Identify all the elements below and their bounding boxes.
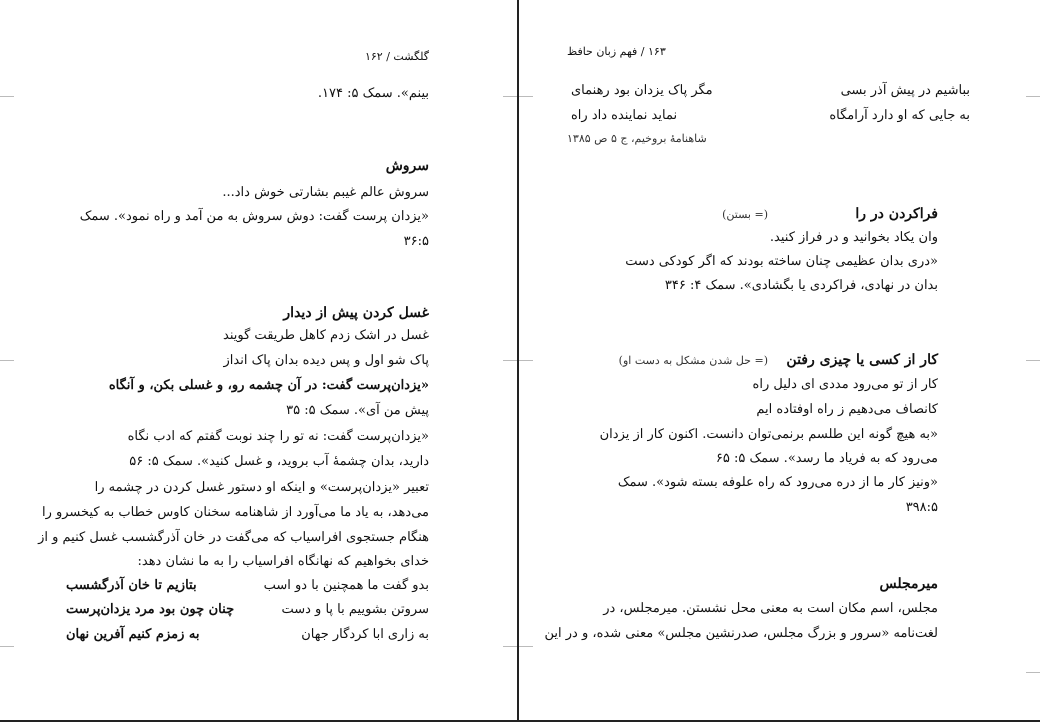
right-page (519, 0, 1040, 722)
citation-line: ۳۶:۵ (403, 234, 429, 249)
verse-hemistich: به جایی که او دارد آرامگاه (829, 108, 970, 123)
entry-title-note: (= حل شدن مشکل به دست او) (618, 354, 768, 367)
entry-title: غسل کردن پیش از دیدار (283, 305, 429, 321)
edge-mark (0, 360, 14, 361)
entry-title-note: (= بستن) (722, 208, 768, 221)
edge-mark (503, 646, 517, 647)
text-line: پیش من آی». سمک ۵: ۳۵ (286, 403, 429, 418)
edge-mark (1026, 360, 1040, 361)
text-line: «یزدان‌پرست گفت: نه تو را چند نوبت گفتم که ادب نگاه (127, 429, 429, 444)
text-line: دارید، بدان چشمهٔ آب بروید، و غسل کنید». سمک ۵: ۵۶ (129, 454, 429, 469)
text-line: بینم». سمک ۵: ۱۷۴. (317, 86, 429, 101)
verse-hemistich: نماید نماینده داد راه (571, 108, 678, 123)
left-page (0, 0, 519, 722)
text-line: مجلس، اسم مکان است به معنی محل نشستن. میرمجلس، در (603, 601, 938, 616)
edge-mark (0, 96, 14, 97)
entry-title: فراکردن در را (855, 206, 938, 222)
edge-mark (503, 96, 517, 97)
text-line: تعبیر «یزدان‌پرست» و اینکه او دستور غسل کردن در چشمه را (94, 480, 429, 495)
text-line: «به هیچ گونه این طلسم برنمی‌توان دانست. اکنون کار از یزدان (599, 427, 938, 442)
edge-mark (1026, 672, 1040, 673)
quote-line: سروش عالم غیبم بشارتی خوش داد... (222, 185, 429, 200)
quote-line: پاک شو اول و پس دیده بدان پاک انداز (223, 353, 429, 368)
text-line: می‌دهد، به یاد ما می‌آورد از شاهنامه سخنان کاوس خطاب به کیخسرو را (41, 505, 429, 520)
quote-line: کانصاف می‌دهیم ز راه اوفتاده ایم (756, 402, 938, 417)
entry-title: میرمجلس (879, 576, 938, 592)
verse-hemistich: بتازیم تا خان آذرگشسب (66, 578, 197, 593)
entry-title: کار از کسی یا چیزی رفتن (786, 352, 938, 368)
text-line: «ونیز کار ما از دره می‌رود که راه علوفه بسته شود». سمک (617, 475, 938, 490)
verse-hemistich: بباشیم در پیش آذر بسی (840, 83, 970, 98)
quote-line: کار از تو می‌رود مددی ای دلیل راه (752, 377, 938, 392)
edge-mark (0, 646, 14, 647)
verse-source: شاهنامهٔ بروخیم، ج ۵ ص ۱۳۸۵ (567, 132, 707, 145)
text-line: بدان در نهادی، فراکردی یا بگشادی». سمک ۴: ۳۴۶ (664, 278, 938, 293)
edge-mark (519, 360, 533, 361)
entry-title: سروش (385, 158, 429, 174)
running-header: گلگشت / ۱۶۲ (364, 50, 429, 63)
text-line: «یزدان‌پرست گفت: در آن چشمه رو، و غسلی بکن، و آنگاه (108, 378, 429, 393)
edge-mark (503, 360, 517, 361)
text-line: خدای بخواهیم که نهانگاه افراسیاب را به ما نشان دهد: (137, 554, 429, 569)
text-line: می‌رود که به فریاد ما رسد». سمک ۵: ۶۵ (715, 451, 938, 466)
edge-mark (519, 96, 533, 97)
verse-hemistich: بدو گفت ما همچنین با دو اسب (263, 578, 429, 593)
verse-hemistich: به زاری ابا کردگار جهان (301, 627, 429, 642)
verse-hemistich: به زمزم کنیم آفرین نهان (66, 627, 200, 642)
running-header: ۱۶۳ / فهم زبان حافظ (567, 45, 666, 58)
text-line: «دری بدان عظیمی چنان ساخته بودند که اگر کودکی دست (625, 254, 938, 269)
verse-hemistich: چنان چون بود مرد یزدان‌پرست (66, 602, 235, 617)
verse-hemistich: سروتن بشوییم با پا و دست (281, 602, 429, 617)
verse-hemistich: مگر پاک یزدان بود رهنمای (571, 83, 713, 98)
edge-mark (519, 646, 533, 647)
text-line: لغت‌نامه «سرور و بزرگ مجلس، صدرنشین مجلس» معنی شده، و در این (544, 626, 938, 641)
text-line: هنگام جستجوی افراسیاب که می‌گفت در خان آذرگشسب غسل کنیم و از (38, 530, 429, 545)
text-line: «یزدان پرست گفت: دوش سروش به من آمد و راه نمود». سمک (79, 209, 429, 224)
citation-line: ۳۹۸:۵ (905, 500, 938, 515)
quote-line: وان یکاد بخوانید و در فراز کنید. (769, 230, 938, 245)
quote-line: غسل در اشک زدم کاهل طریقت گویند (223, 328, 429, 343)
edge-mark (1026, 96, 1040, 97)
